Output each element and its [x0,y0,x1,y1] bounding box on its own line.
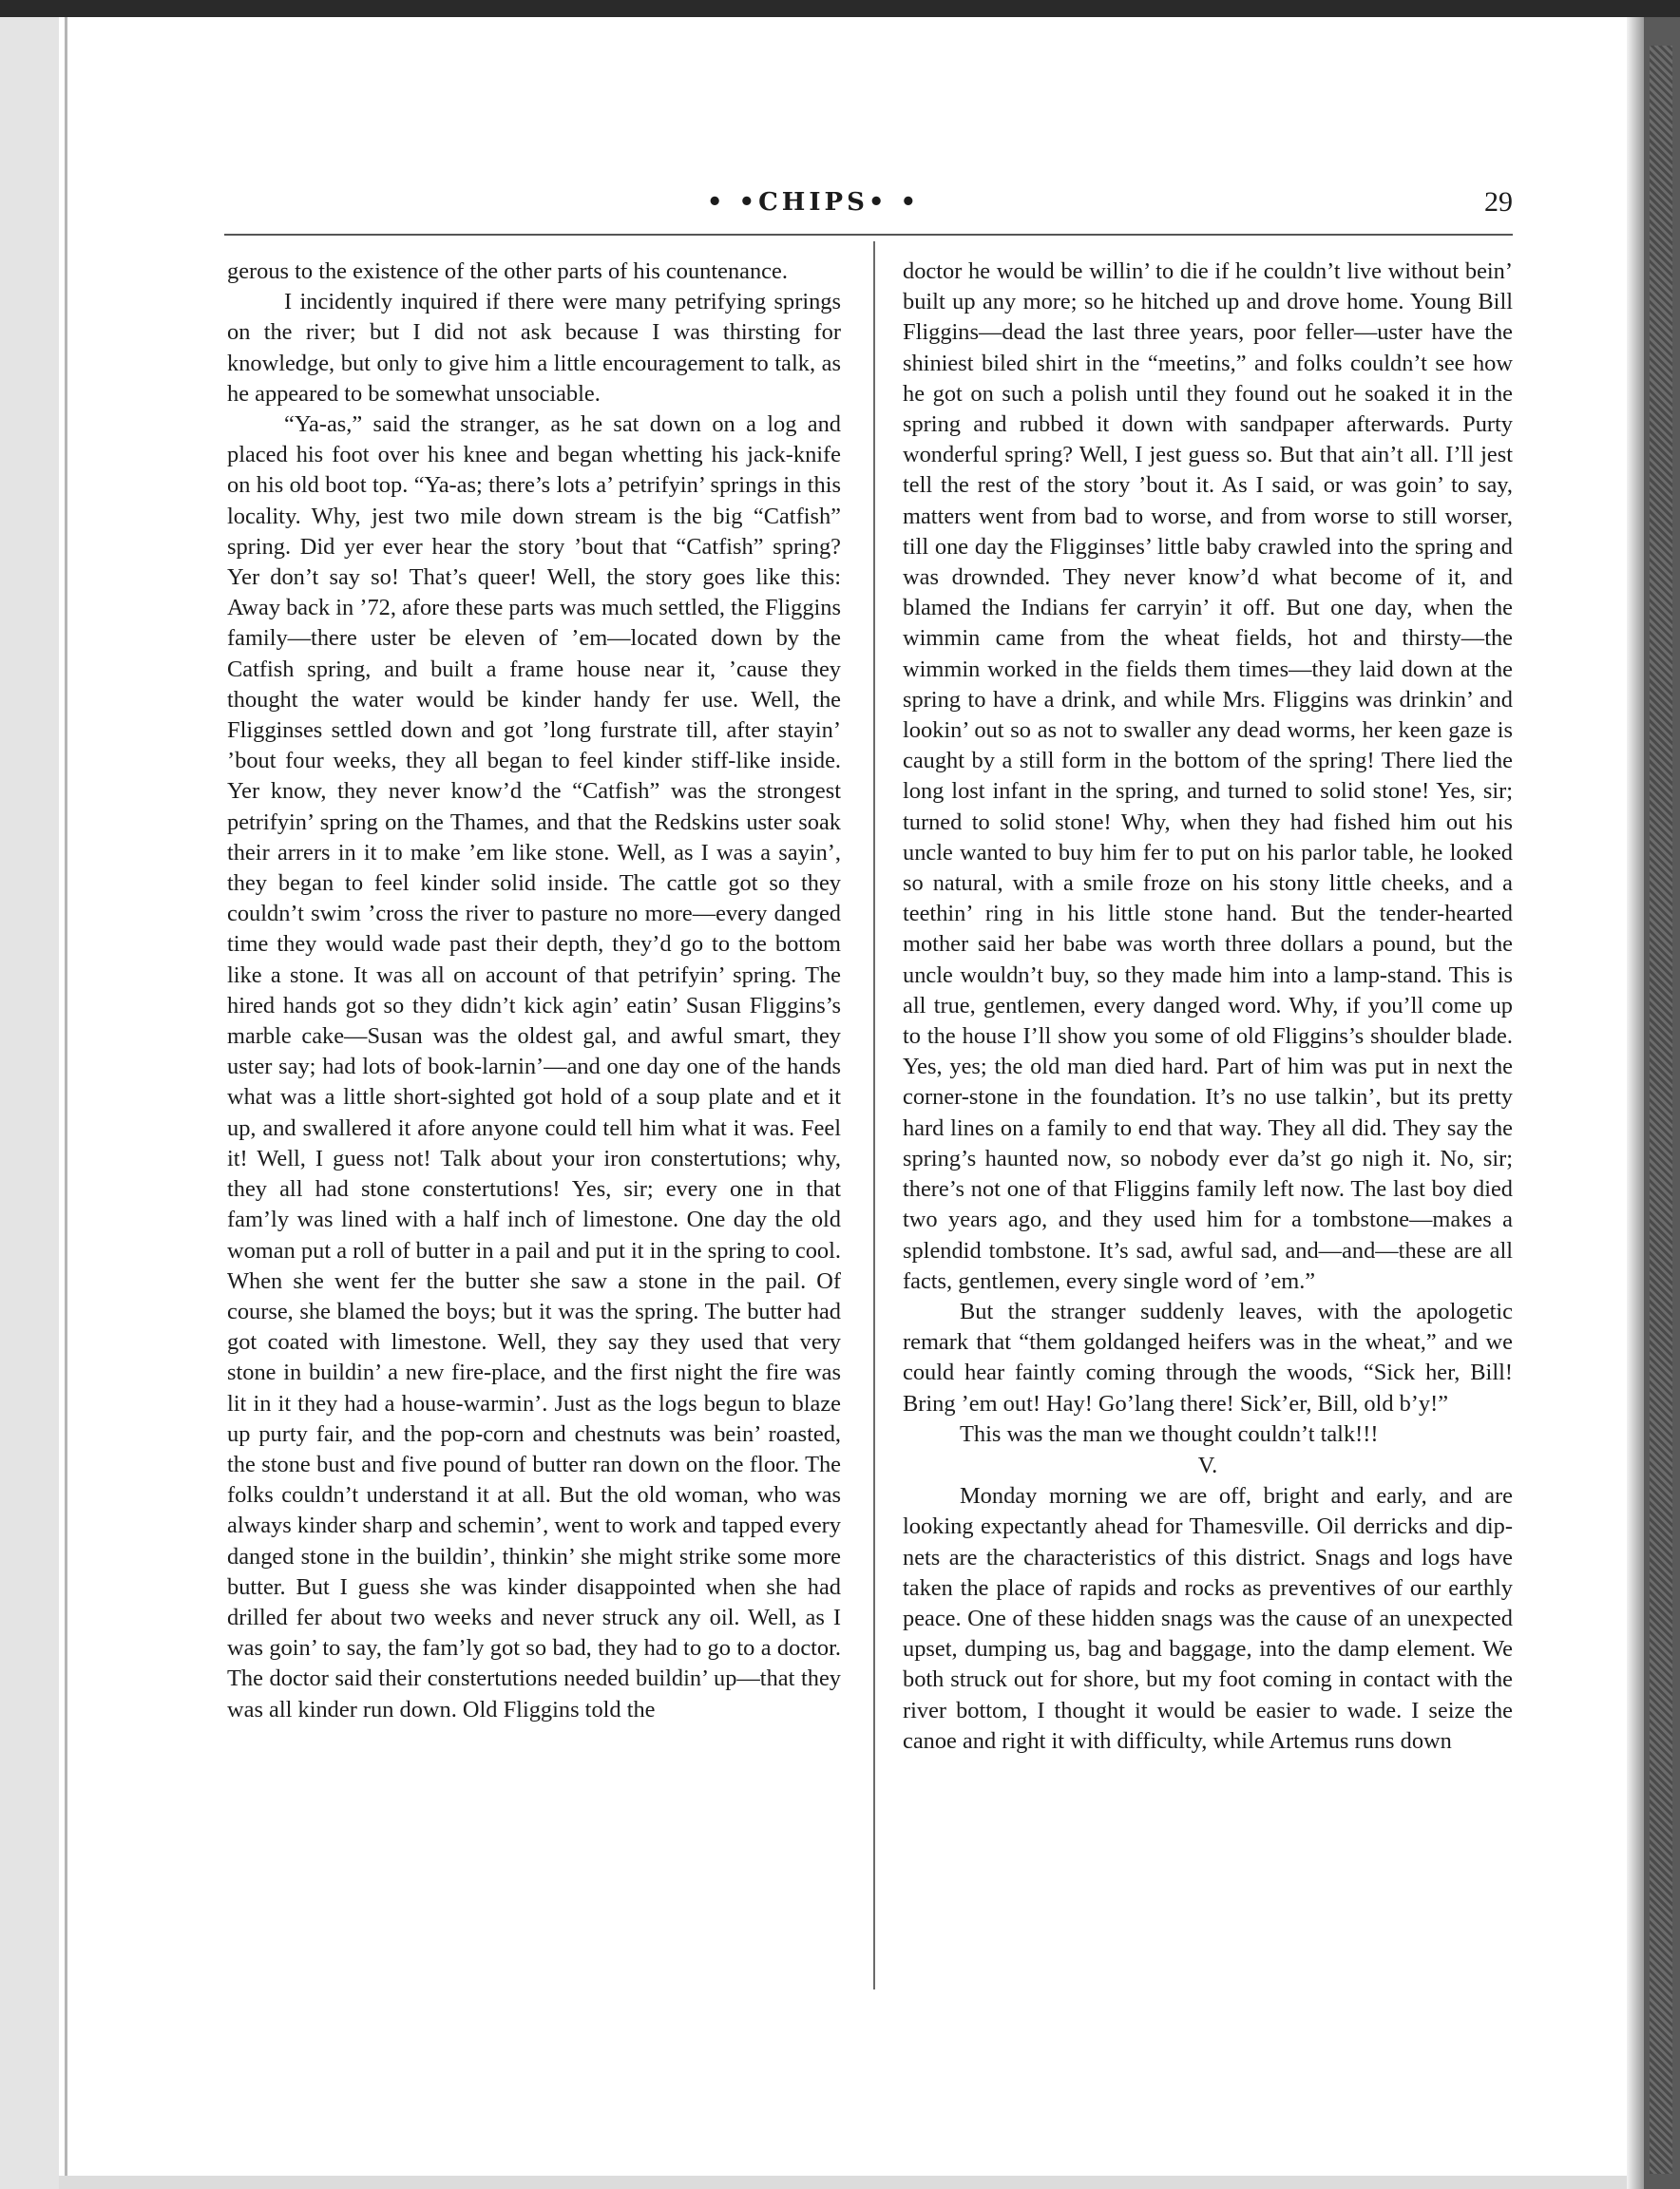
left-column [227,257,841,1725]
book-spine-edge [1644,17,1680,2189]
header-rule [224,234,1513,236]
scan-top-border [0,0,1680,17]
paragraph: doctor he would be willin’ to die if he couldn’t live without bein’ built up any more; so he hitched up and drove home. Young Bill Fliggins—dead the last three years, poor feller—uster have the shiniest biled shirt in the “meetins,” and folks couldn’t see how he got on such a polish until they found out he soaked it in the spring and rubbed it down with sandpaper afterwards. Purty wonderful spring? Well, I jest guess so. But that ain’t all. I’ll jest tell the rest of the story ’bout it. As I said, or was goin’ to say, matters went from bad to worse, and from worse to still worser, till one day the Fligginses’ little baby crawled into the spring and was drownded. They never know’d what become of it, and blamed the Indians fer carryin’ it off. But one day, when the wimmin came from the wheat fields, hot and thirsty—the wimmin worked in the fields them times—they laid down at the spring to have a drink, and while Mrs. Fliggins was drinkin’ and lookin’ out so as not to swaller any dead worms, her keen gaze is caught by a still form in the bottom of the spring! There lied the long lost infant in the spring, and turned to solid stone! Yes, sir; turned to solid stone! Why, when they had fished him out his uncle wanted to buy him fer to put on his parlor table, he looked so natural, with a smile froze on his stony little cheeks, and a teethin’ ring in his little stone hand. But the tender-hearted mother said her babe was worth three dollars a pound, but the uncle wouldn’t buy, so they made him into a lamp-stand. This is all true, gentlemen, every danged word. Why, if you’ll come up to the house I’ll show you some of old Fliggins’s shoulder blade. Yes, yes; the old man died hard. Part of him was put in next the corner-stone in the foundation. It’s no use talkin’, but its pretty hard lines on a family to end that way. They all did. They say the spring’s haunted now, so nobody ever da’st go nigh it. No, sir; there’s not one of that Fliggins family left now. The last boy died two years ago, and they used him for a tombstone—makes a splendid tombstone. It’s sad, awful sad, and—and—these are all facts, gentlemen, every single word of ’em.” [903,258,1513,1294]
page-number: 29 [1484,186,1513,218]
paragraph: gerous to the existence of the other parts of his countenance. [227,258,788,284]
scan-bottom-border [59,2176,1627,2189]
running-head: • •CHIPS• • [706,188,921,217]
paragraph: This was the man we thought couldn’t talk!!! [960,1420,1379,1447]
paragraph: I incidently inquired if there were many petrifying springs on the river; but I did not ask because I was thirsting for knowledge, but only to give him a little encouragement to talk, as he appeared to be somewhat unsociable. [227,289,841,407]
paragraph: Monday morning we are off, bright and early, and are looking expectantly ahead for Thamesville. Oil derricks and dip-nets are the characteristics of this district. Snags and logs have taken the place of rapids and rocks as preventives of our earthly peace. One of these hidden snags was the cause of an unexpected upset, dumping us, bag and baggage, into the damp element. We both struck out for shore, but my foot coming in contact with the river bottom, I thought it would be easier to wade. I seize the canoe and right it with difficulty, while Artemus runs down [903,1483,1513,1754]
section-number: V. [1197,1452,1218,1478]
paragraph: “Ya-as,” said the stranger, as he sat down on a log and placed his foot over his knee and began whetting his jack-knife on his old boot top. “Ya-as; there’s lots a’ petrifyin’ springs in this locality. Why, jest two mile down stream is the big “Catfish” spring. Did yer ever hear the story ’bout that “Catfish” spring? Yer don’t say so! That’s queer! Well, the story goes like this: Away back in ’72, afore these parts was much settled, the Fliggins family—there uster be eleven of ’em—located down by the Catfish spring, and built a frame house near it, ’cause they thought the water would be kinder handy fer use. Well, the Fligginses settled down and got ’long furstrate till, after stayin’ ’bout four weeks, they all began to feel kinder stiff-like inside. Yer know, they never know’d the “Catfish” was the strongest petrifyin’ spring on the Thames, and that the Redskins uster soak their arrers in it to make ’em like stone. Well, as I was a sayin’, they began to feel kinder solid inside. The cattle got so they couldn’t swim ’cross the river to pasture no more—every danged time they would wade past their depth, they’d go to the bottom like a stone. It was all on account of that petrifyin’ spring. The hired hands got so they didn’t kick agin’ eatin’ Susan Fliggins’s marble cake—Susan was the oldest gal, and awful smart, they uster say; had lots of book-larnin’—and one day one of the hands what was a little short-sighted got hold of a soup plate and et it up, and swallered it afore anyone could tell him what it was. Feel it! Well, I guess not! Talk about your iron constertutions; why, they all had stone constertutions! Yes, sir; every one in that fam’ly was lined with a half inch of limestone. One day the old woman put a roll of butter in a pail and put it in the spring to cool. When she went fer the butter she saw a stone in the pail. Of course, she blamed the boys; but it was the spring. The butter had got coated with limestone. Well, they say they used that very stone in buildin’ a new fire-place, and the first night the fire was lit in it they had a house-warmin’. Just as the logs begun to blaze up purty fair, and the pop-corn and chestnuts was bein’ roasted, the stone bust and five pound of butter ran down on the floor. The folks couldn’t understand it at all. But the old woman, who was always kinder sharp and schemin’, went to work and tapped every danged stone in the buildin’, thinkin’ she might strike some more butter. But I guess she was kinder disappointed when she had drilled fer about two weeks and never struck any oil. Well, as I was goin’ to say, the fam’ly got so bad, they had to go to a doctor. The doctor said their constertutions needed buildin’ up—that they was all kinder run down. Old Fliggins told the [227,411,841,1723]
page-right-shadow [1627,17,1644,2189]
spine-texture [1650,46,1672,2174]
scan-left-margin [0,17,59,2189]
right-column [903,257,1513,1757]
column-divider [873,241,875,1989]
page-header [224,182,1517,226]
page-left-edge [65,17,67,2189]
paragraph: But the stranger suddenly leaves, with the apologetic remark that “them goldanged heifers was in the wheat,” and we could hear faintly coming through the woods, “Sick her, Bill! Bring ’em out! Hay! Go’lang there! Sick’er, Bill, old b’y!” [903,1298,1513,1417]
